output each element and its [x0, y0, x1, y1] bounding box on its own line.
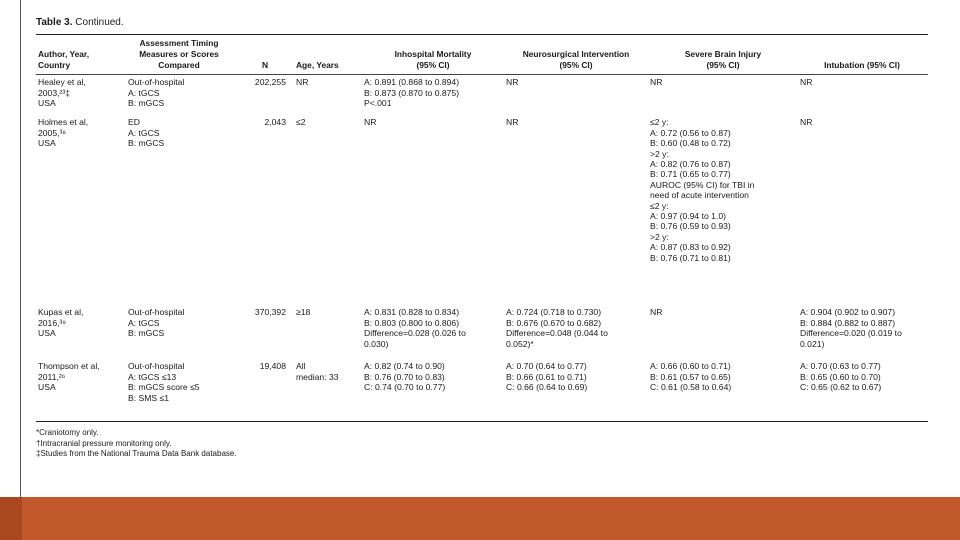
table-header	[36, 35, 928, 74]
footnote: *Craniotomy only.	[36, 428, 99, 438]
table-label: Table 3.	[36, 17, 73, 28]
header-neurosurgical: Neurosurgical Intervention (95% CI)	[522, 49, 630, 71]
cell-author: Healey et al, 2003,²³‡ USA	[38, 77, 86, 109]
cell-timing: ED A: tGCS B: mGCS	[128, 117, 165, 149]
cell-severe-brain: ≤2 y: A: 0.72 (0.56 to 0.87) B: 0.60 (0.48 to 0.72) >2 y: A: 0.82 (0.76 to 0.87) B: 0.71 (0.65 to 0.77) AUROC (95% CI) for TBI in need of acute intervention ≤2 y: A: 0.97 (0.94 to 1.0) B: 0.76 (0.59 to 0.93) >2 y: A: 0.87 (0.83 to 0.92) B: 0.76 (0.71 to 0.81)	[650, 117, 755, 263]
cell-age: All median: 33	[296, 361, 339, 382]
cell-intubation: NR	[800, 117, 813, 128]
header-mortality: Inhospital Mortality (95% CI)	[394, 49, 472, 71]
cell-neurosurgical: NR	[506, 117, 519, 128]
header-n: N	[261, 60, 269, 71]
cell-intubation: A: 0.904 (0.902 to 0.907) B: 0.884 (0.882 to 0.887) Difference=0.020 (0.019 to 0.021)	[800, 307, 902, 349]
footer-bar	[0, 497, 960, 540]
table-title	[36, 18, 928, 28]
cell-mortality: A: 0.82 (0.74 to 0.90) B: 0.76 (0.70 to 0.83) C: 0.74 (0.70 to 0.77)	[364, 361, 446, 393]
cell-timing: Out-of-hospital A: tGCS B: mGCS	[128, 307, 185, 339]
cell-timing: Out-of-hospital A: tGCS ≤13 B: mGCS score ≤5 B: SMS ≤1	[128, 361, 200, 403]
header-severe-brain: Severe Brain Injury (95% CI)	[684, 49, 762, 71]
table-continued: Continued.	[75, 17, 124, 28]
table-row	[36, 75, 928, 115]
footnote: ‡Studies from the National Trauma Data Bank database.	[36, 449, 237, 459]
cell-n: 370,392	[254, 307, 286, 318]
cell-author: Kupas et al, 2016,³⁹ USA	[38, 307, 84, 339]
footnotes	[36, 422, 928, 460]
cell-n: 202,255	[254, 77, 286, 88]
header-author: Author, Year, Country	[38, 49, 90, 71]
cell-neurosurgical: A: 0.70 (0.64 to 0.77) B: 0.66 (0.61 to 0.71) C: 0.66 (0.64 to 0.69)	[506, 361, 588, 393]
header-age: Age, Years	[296, 60, 339, 71]
cell-intubation: NR	[800, 77, 813, 88]
cell-author: Holmes et al, 2005,³⁸ USA	[38, 117, 89, 149]
cell-neurosurgical: A: 0.724 (0.718 to 0.730) B: 0.676 (0.670 to 0.682) Difference=0.048 (0.044 to 0.052)*	[506, 307, 608, 349]
table-row	[36, 305, 928, 359]
cell-n: 2,043	[264, 117, 286, 128]
left-margin-rule	[20, 0, 21, 497]
footnote: †Intracranial pressure monitoring only.	[36, 438, 172, 448]
cell-mortality: A: 0.831 (0.828 to 0.834) B: 0.803 (0.800 to 0.806) Difference=0.028 (0.026 to 0.030)	[364, 307, 466, 349]
cell-age: ≥18	[296, 307, 311, 318]
footer-accent	[0, 497, 22, 540]
cell-author: Thompson et al, 2011,²⁶ USA	[38, 361, 100, 393]
table-row	[36, 115, 928, 305]
cell-severe-brain: A: 0.66 (0.60 to 0.71) B: 0.61 (0.57 to 0.65) C: 0.61 (0.58 to 0.64)	[650, 361, 732, 393]
cell-severe-brain: NR	[650, 307, 663, 318]
cell-n: 19,408	[259, 361, 286, 372]
header-timing: Assessment Timing Measures or Scores Compared	[139, 38, 219, 71]
cell-age: ≤2	[296, 117, 306, 128]
cell-mortality: NR	[364, 117, 377, 128]
cell-neurosurgical: NR	[506, 77, 519, 88]
cell-intubation: A: 0.70 (0.63 to 0.77) B: 0.65 (0.60 to 0.70) C: 0.65 (0.62 to 0.67)	[800, 361, 882, 393]
header-intubation: Intubation (95% CI)	[824, 60, 900, 71]
table-document	[36, 18, 928, 460]
table-row	[36, 359, 928, 421]
cell-severe-brain: NR	[650, 77, 663, 88]
cell-mortality: A: 0.891 (0.868 to 0.894) B: 0.873 (0.870 to 0.875) P<.001	[364, 77, 460, 109]
cell-age: NR	[296, 77, 309, 88]
cell-timing: Out-of-hospital A: tGCS B: mGCS	[128, 77, 185, 109]
